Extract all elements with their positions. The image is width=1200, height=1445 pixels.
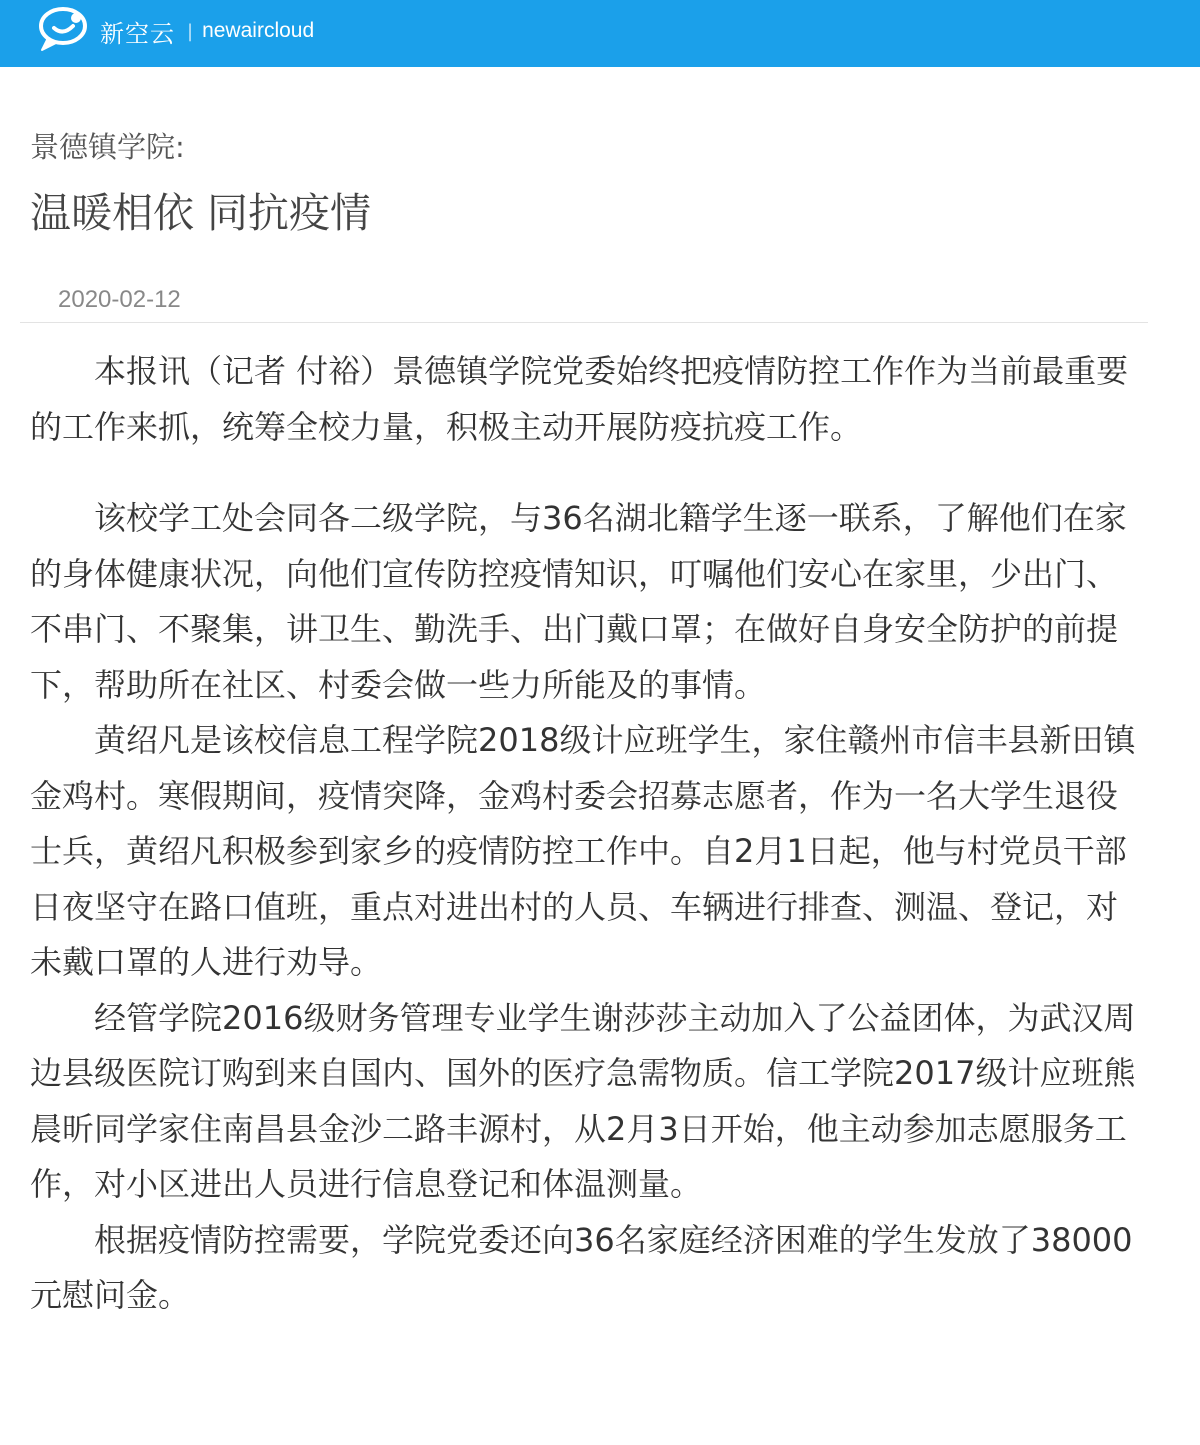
article-subtitle: 景德镇学院:	[30, 130, 185, 164]
article-paragraph: 经管学院2016级财务管理专业学生谢莎莎主动加入了公益团体，为武汉周边县级医院订购到来自国内、国外的医疗急需物质。信工学院2017级计应班熊晨昕同学家住南昌县金沙二路丰源村，从2月3日开始，他主动参加志愿服务工作，对小区进出人员进行信息登记和体温测量。	[30, 998, 1136, 1203]
article-title: 温暖相依 同抗疫情	[30, 189, 372, 237]
article-paragraph: 该校学工处会同各二级学院，与36名湖北籍学生逐一联系，了解他们在家的身体健康状况，向他们宣传防控疫情知识，叮嘱他们安心在家里，少出门、不串门、不聚集，讲卫生、勤洗手、出门戴口罩；在做好自身安全防护的前提下，帮助所在社区、村委会做一些力所能及的事情。	[30, 499, 1127, 704]
article-paragraph: 本报讯（记者 付裕）景德镇学院党委始终把疫情防控工作作为当前最重要的工作来抓，统筹全校力量，积极主动开展防疫抗疫工作。	[30, 352, 1129, 446]
top-header-bar	[0, 0, 1200, 67]
brand-name-en: newaircloud	[202, 19, 315, 42]
speech-bubble-logo-icon	[36, 4, 92, 58]
brand-separator: |	[187, 20, 194, 42]
brand-logo[interactable]	[36, 6, 314, 56]
article-paragraph: 黄绍凡是该校信息工程学院2018级计应班学生，家住赣州市信丰县新田镇金鸡村。寒假期间，疫情突降，金鸡村委会招募志愿者，作为一名大学生退役士兵，黄绍凡积极参到家乡的疫情防控工作中。自2月1日起，他与村党员干部日夜坚守在路口值班，重点对进出村的人员、车辆进行排查、测温、登记，对未戴口罩的人进行劝导。	[30, 721, 1136, 981]
article-date: 2020-02-12	[58, 286, 181, 313]
header-divider	[20, 322, 1148, 323]
brand-name-cn: 新空云	[100, 19, 175, 48]
article-body	[30, 344, 1142, 1324]
article-paragraph: 根据疫情防控需要，学院党委还向36名家庭经济困难的学生发放了38000元慰问金。	[30, 1220, 1133, 1314]
